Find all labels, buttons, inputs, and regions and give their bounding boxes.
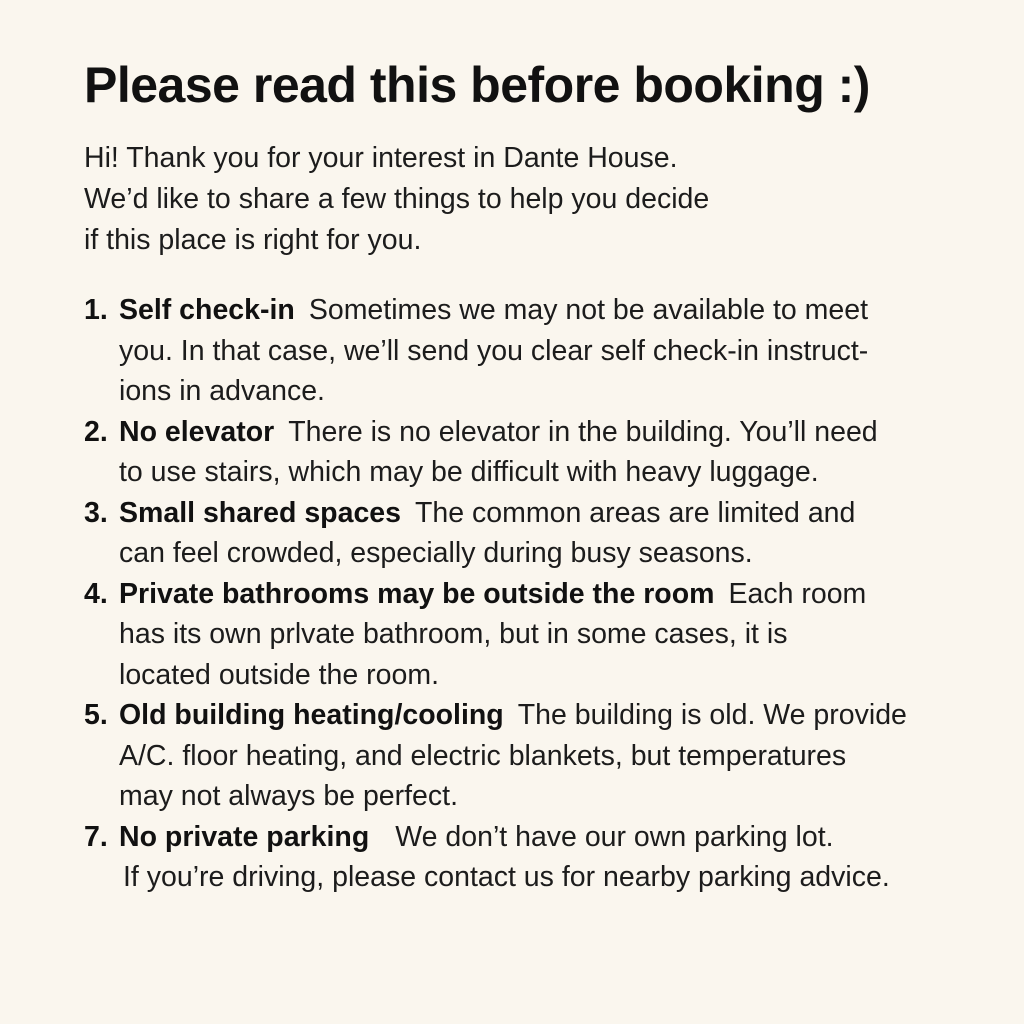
item-number: 3. xyxy=(84,496,108,529)
item-line xyxy=(119,493,1004,534)
list-item-private-bathrooms xyxy=(84,574,1004,696)
intro-line: Hi! Thank you for your interest in Dante House. xyxy=(84,142,678,174)
list-item-no-elevator xyxy=(84,412,1004,493)
item-line: has its own prlvate bathroom, but in some cases, it is xyxy=(119,618,788,650)
item-text: Each room xyxy=(728,577,867,610)
item-line xyxy=(119,290,1004,331)
item-text: Sometimes we may not be available to meet xyxy=(308,294,869,326)
item-heading: No elevator xyxy=(119,415,275,448)
item-line: may not always be perfect. xyxy=(119,780,458,812)
item-text: There is no elevator in the building. You’ll need xyxy=(288,415,878,448)
item-line xyxy=(119,574,1004,615)
item-heading: No private parking xyxy=(119,820,370,853)
item-heading: Old building heating/cooling xyxy=(119,699,504,731)
item-number: 4. xyxy=(84,577,108,610)
item-line: to use stairs, which may be difficult with heavy luggage. xyxy=(119,456,819,488)
list-item-self-check-in xyxy=(84,290,1004,412)
item-text: The common areas are limited and xyxy=(415,496,856,529)
item-line xyxy=(119,817,1004,858)
item-heading: Self check-in xyxy=(119,294,295,326)
item-line: If you’re driving, please contact us for nearby parking advice. xyxy=(123,861,890,893)
intro-line: if this place is right for you. xyxy=(84,224,422,256)
item-number: 5. xyxy=(84,699,108,731)
item-number: 7. xyxy=(84,820,108,853)
list-item-small-shared-spaces xyxy=(84,493,1004,574)
list-item-heating-cooling xyxy=(84,695,1004,817)
item-text: The building is old. We provide xyxy=(517,699,907,731)
intro-line: We’d like to share a few things to help you decide xyxy=(84,183,710,215)
notice-list xyxy=(84,290,1004,898)
item-heading: Private bathrooms may be outside the room xyxy=(119,577,715,610)
list-item-no-private-parking xyxy=(84,817,1004,898)
item-heading: Small shared spaces xyxy=(119,496,401,529)
item-line xyxy=(119,412,1004,453)
item-text: We don’t have our own parking lot. xyxy=(395,820,834,853)
item-line: can feel crowded, especially during busy seasons. xyxy=(119,537,753,569)
item-line: A/C. floor heating, and electric blankets, but temperatures xyxy=(119,739,847,772)
item-line: you. In that case, we’ll send you clear self check-in instruct- xyxy=(119,334,869,367)
intro-paragraph xyxy=(84,138,984,261)
item-number: 2. xyxy=(84,415,108,448)
item-line: located outside the room. xyxy=(119,658,440,691)
item-line: ions in advance. xyxy=(119,375,325,407)
page-title: Please read this before booking :) xyxy=(84,57,870,113)
item-line xyxy=(119,695,1004,736)
item-number: 1. xyxy=(84,294,108,326)
